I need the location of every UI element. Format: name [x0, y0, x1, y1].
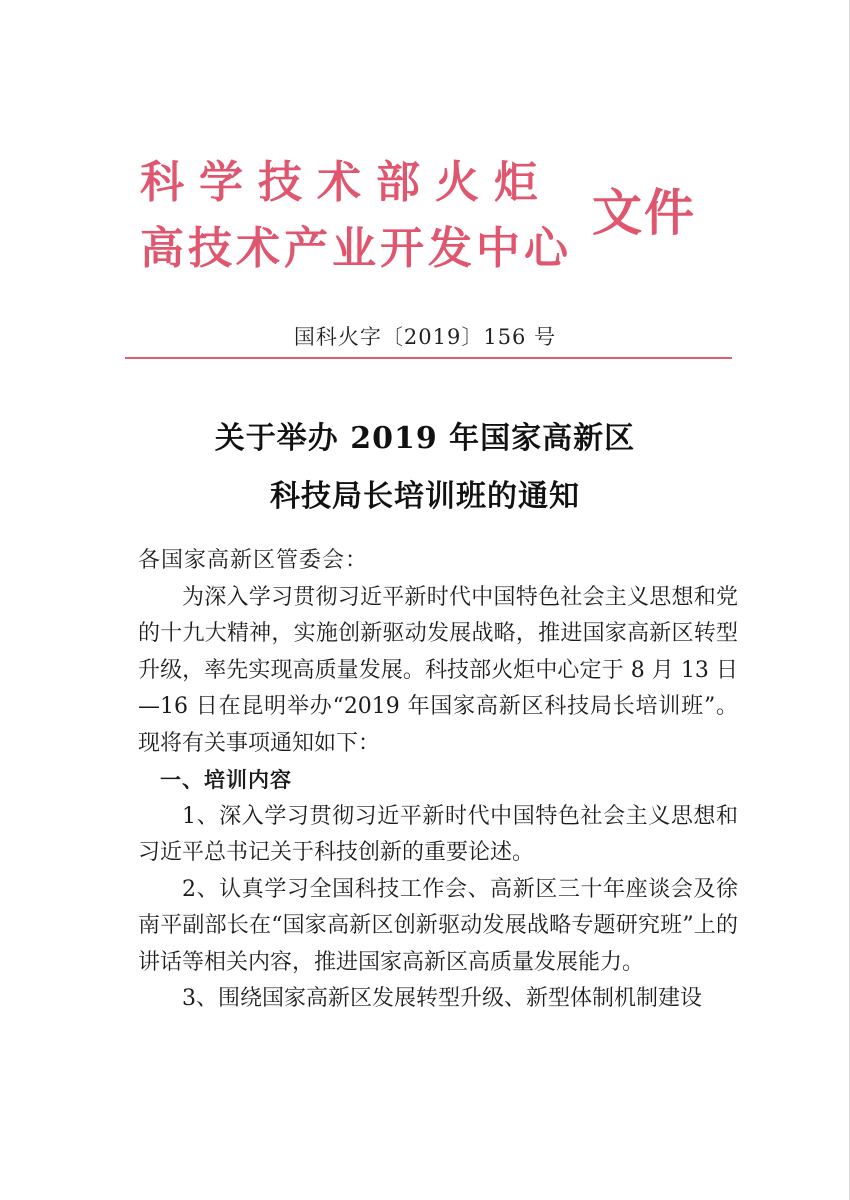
- list-item-3: 3、围绕国家高新区发展转型升级、新型体制机制建设: [182, 986, 702, 1011]
- title-line-1: 关于举办 2019 年国家高新区: [214, 421, 636, 456]
- title-line-2: 科技局长培训班的通知: [270, 479, 580, 514]
- document-title: [0, 410, 850, 526]
- section-heading-training-content: 一、培训内容: [160, 768, 292, 792]
- document-body: [138, 543, 738, 1018]
- document-kind-label: 文件: [592, 184, 696, 242]
- issuer-line-2: 高技术产业开发中心: [140, 223, 572, 274]
- list-item-1: 1、深入学习贯彻习近平新时代中国特色社会主义思想和习近平总书记关于科技创新的重要论述。: [138, 803, 738, 865]
- red-separator-line: [125, 357, 732, 359]
- list-item-2: 2、认真学习全国科技工作会、高新区三十年座谈会及徐南平副部长在“国家高新区创新驱动发展战略专题研究班”上的讲话等相关内容，推进国家高新区高质量发展能力。: [138, 876, 738, 975]
- salutation: 各国家高新区管委会：: [138, 548, 369, 573]
- issuer-name: [140, 150, 572, 282]
- intro-paragraph: 为深入学习贯彻习近平新时代中国特色社会主义思想和党的十九大精神，实施创新驱动发展战略，推进国家高新区转型升级，率先实现高质量发展。科技部火炬中心定于 8 月 13 日—16 日在昆明举办“2019 年国家高新区科技局长培训班”。现将有关事项通知如下：: [138, 584, 738, 756]
- document-number: 国科火字〔2019〕156 号: [293, 325, 557, 349]
- issuer-line-1: 科学技术部火炬: [140, 157, 553, 208]
